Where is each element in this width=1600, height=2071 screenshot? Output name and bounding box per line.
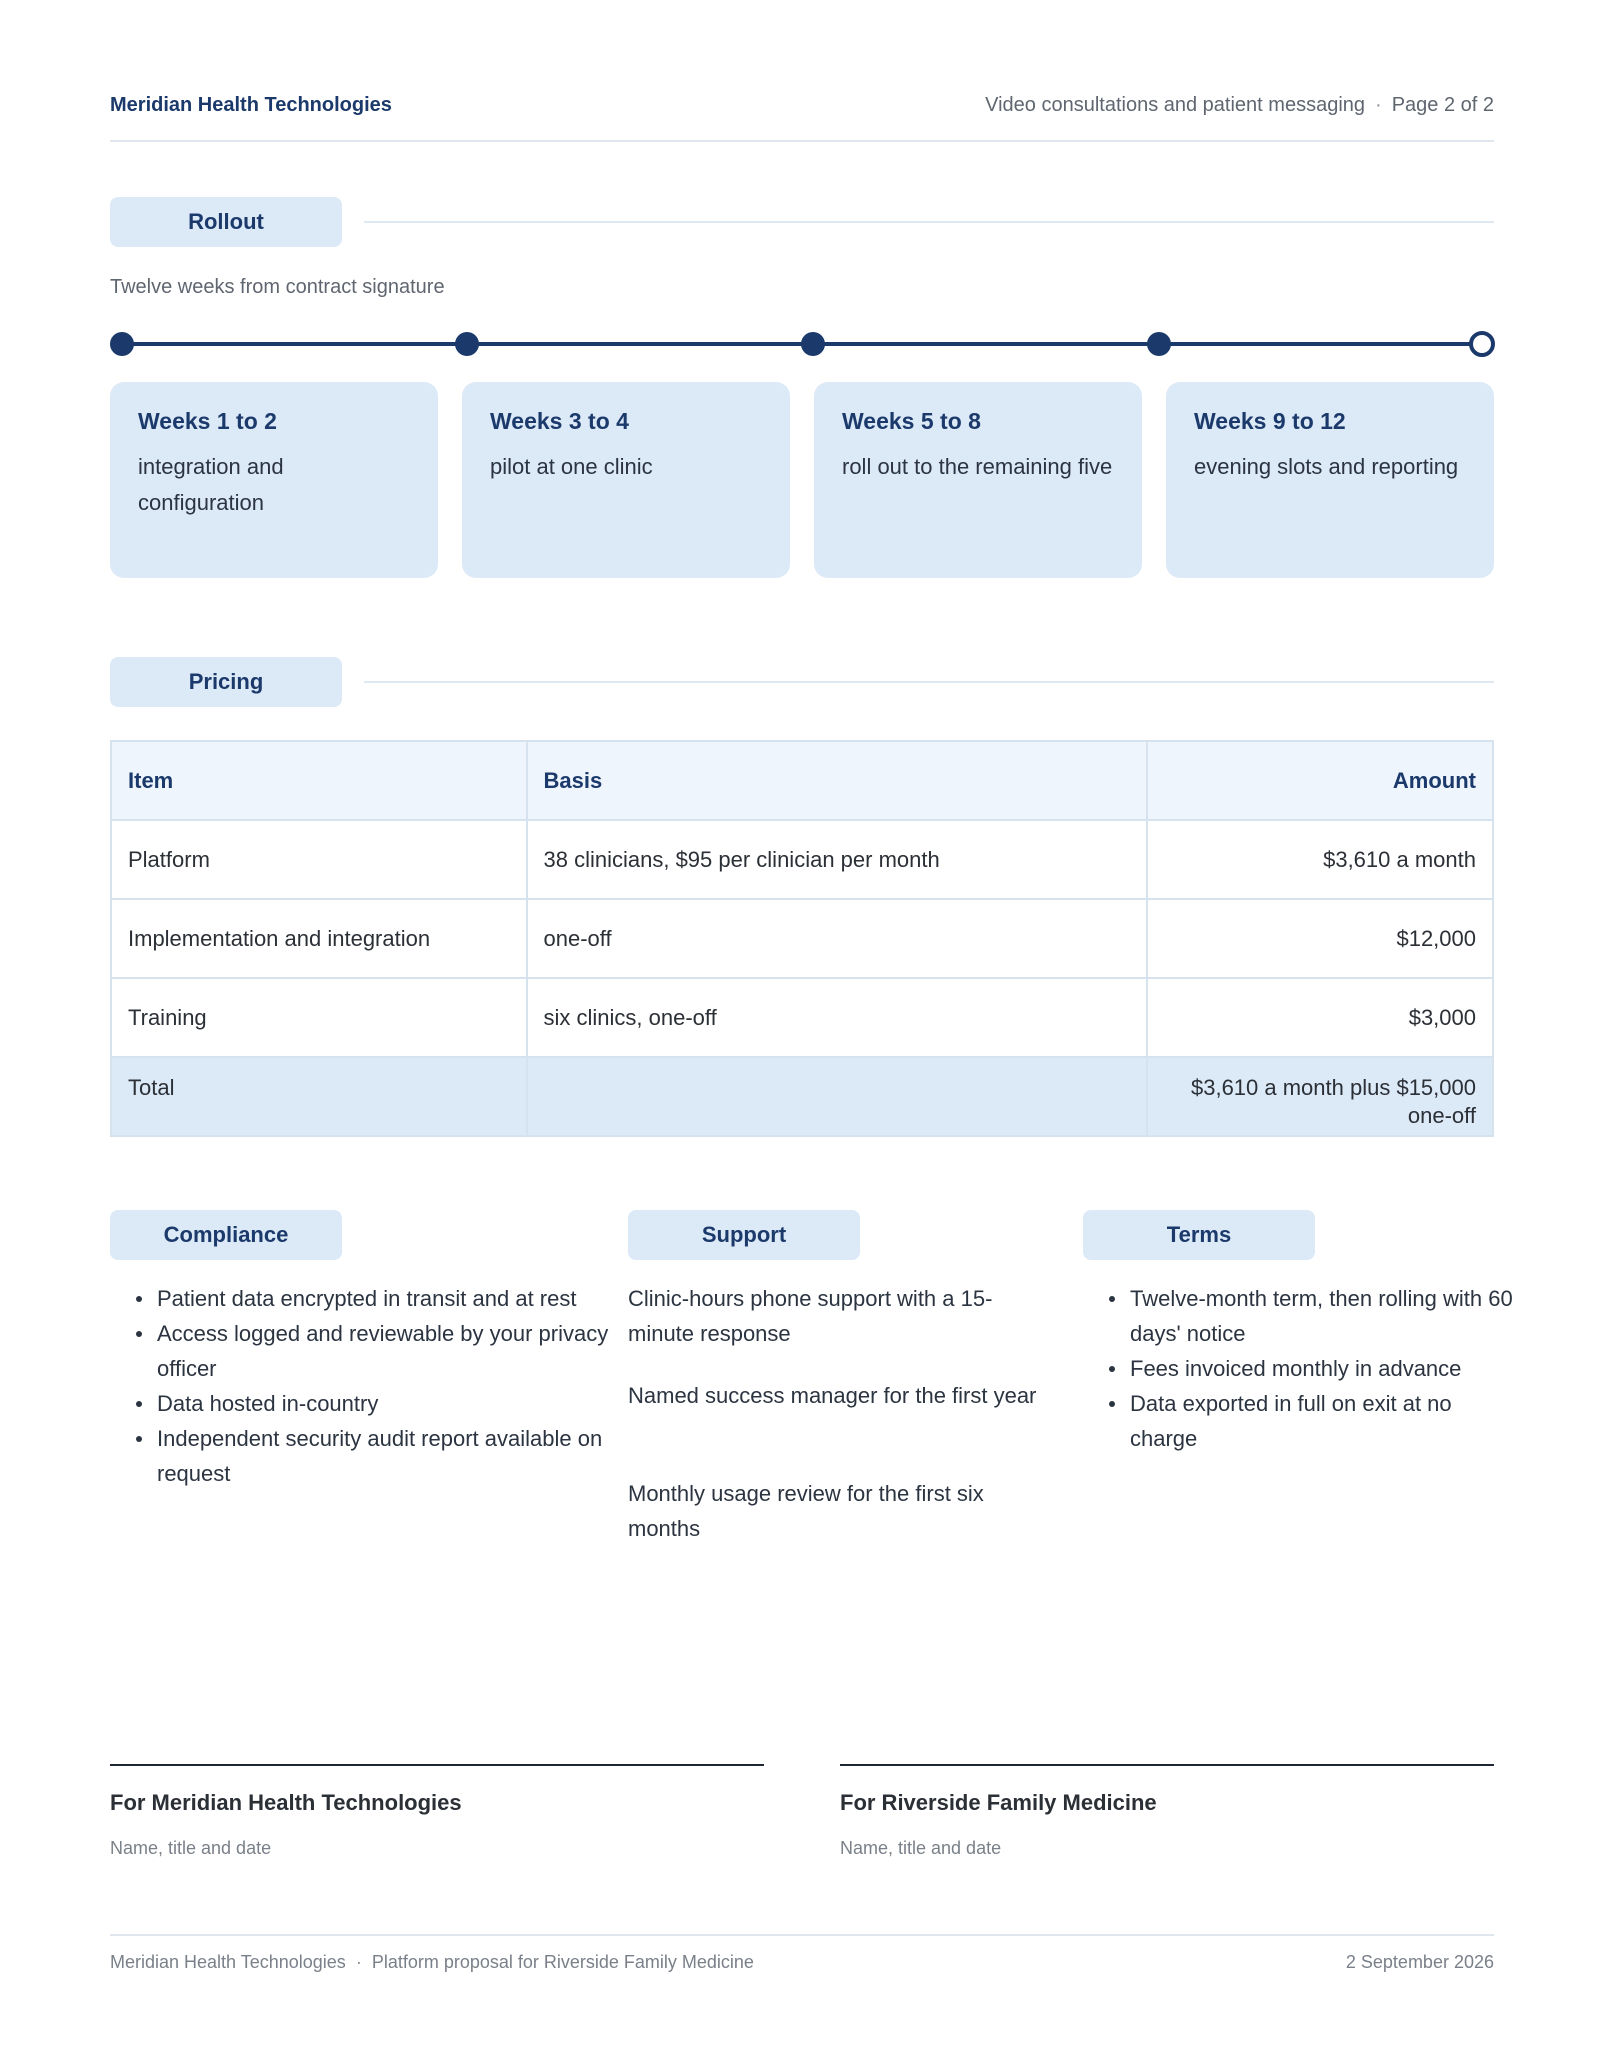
phase-description: evening slots and reporting [1194,454,1459,479]
section-label-support: Support [628,1210,860,1260]
table-row [111,899,1493,978]
timeline-dot [455,332,479,356]
list-item: Patient data encrypted in transit and at rest [110,1281,610,1316]
list-item: Data hosted in-country [110,1386,610,1421]
total-row [111,1057,1493,1136]
page-header [110,94,1494,142]
terms-list [1083,1281,1513,1456]
table-row [111,978,1493,1057]
support-paragraph: Clinic-hours phone support with a 15-minute response [628,1286,993,1346]
phase-title: Weeks 3 to 4 [490,408,629,434]
list-item: Twelve-month term, then rolling with 60 days' notice [1083,1281,1513,1351]
basis-cell: six clinics, one-off [527,978,1148,1057]
signature-line [840,1764,1494,1766]
column-header-item: Item [111,741,527,820]
compliance-list [110,1281,610,1491]
item-cell: Implementation and integration [111,899,527,978]
list-item: Independent security audit report available on request [110,1421,610,1491]
phase-card [462,382,790,578]
list-item: Fees invoiced monthly in advance [1083,1351,1513,1386]
pricing-table [110,740,1494,1137]
footer-company: Meridian Health Technologies [110,1952,346,1972]
page-footer [110,1934,1494,1972]
section-label-terms: Terms [1083,1210,1315,1260]
signature-hint: Name, title and date [840,1838,1002,1858]
phase-title: Weeks 5 to 8 [842,408,981,434]
column-header-amount: Amount [1147,741,1493,820]
section-label-compliance: Compliance [110,1210,342,1260]
phase-title: Weeks 1 to 2 [138,408,277,434]
document-title: Video consultations and patient messaging [985,94,1366,116]
phase-description: roll out to the remaining five [842,454,1113,479]
list-item: Data exported in full on exit at no charge [1083,1386,1513,1456]
footer-separator: · [355,1952,362,1972]
phase-card [1166,382,1494,578]
timeline-dot [110,332,134,356]
support-paragraph: Monthly usage review for the first six months [628,1481,984,1541]
section-rule [364,221,1494,223]
footer-proposal: Platform proposal for Riverside Family Medicine [371,1952,754,1972]
signature-party: For Meridian Health Technologies [110,1790,462,1815]
section-rule [364,681,1494,683]
footer-date: 2 September 2026 [1345,1952,1494,1972]
total-label-cell: Total [111,1057,527,1136]
section-label-pricing: Pricing [110,657,342,707]
header-separator: · [1375,94,1382,116]
column-header-basis: Basis [527,741,1148,820]
page-number: Page 2 of 2 [1391,94,1494,116]
table-header-row [111,741,1493,820]
total-amount-cell: $3,610 a month plus $15,000 one-off [1147,1057,1493,1136]
signature-party: For Riverside Family Medicine [840,1790,1157,1815]
amount-cell: $3,610 a month [1147,820,1493,899]
phase-card [814,382,1142,578]
amount-cell: $3,000 [1147,978,1493,1057]
total-basis-cell [527,1057,1148,1136]
header-meta [985,94,1494,117]
support-text [628,1281,1048,1573]
timeline-dot [801,332,825,356]
timeline-end-dot [1469,331,1495,357]
support-paragraph: Named success manager for the first year [628,1383,1037,1408]
signature-line [110,1764,764,1766]
list-item: Access logged and reviewable by your privacy officer [110,1316,610,1386]
signature-hint: Name, title and date [110,1838,272,1858]
phase-card [110,382,438,578]
item-cell: Platform [111,820,527,899]
footer-meta [110,1952,754,1973]
item-cell: Training [111,978,527,1057]
rollout-subtitle: Twelve weeks from contract signature [110,276,445,298]
brand-name: Meridian Health Technologies [110,94,392,116]
table-row [111,820,1493,899]
basis-cell: 38 clinicians, $95 per clinician per month [527,820,1148,899]
amount-cell: $12,000 [1147,899,1493,978]
basis-cell: one-off [527,899,1148,978]
phase-title: Weeks 9 to 12 [1194,408,1346,434]
section-label-rollout: Rollout [110,197,342,247]
timeline-dot [1147,332,1171,356]
phase-description: pilot at one clinic [490,454,653,479]
phase-description: integration and configuration [138,454,284,515]
